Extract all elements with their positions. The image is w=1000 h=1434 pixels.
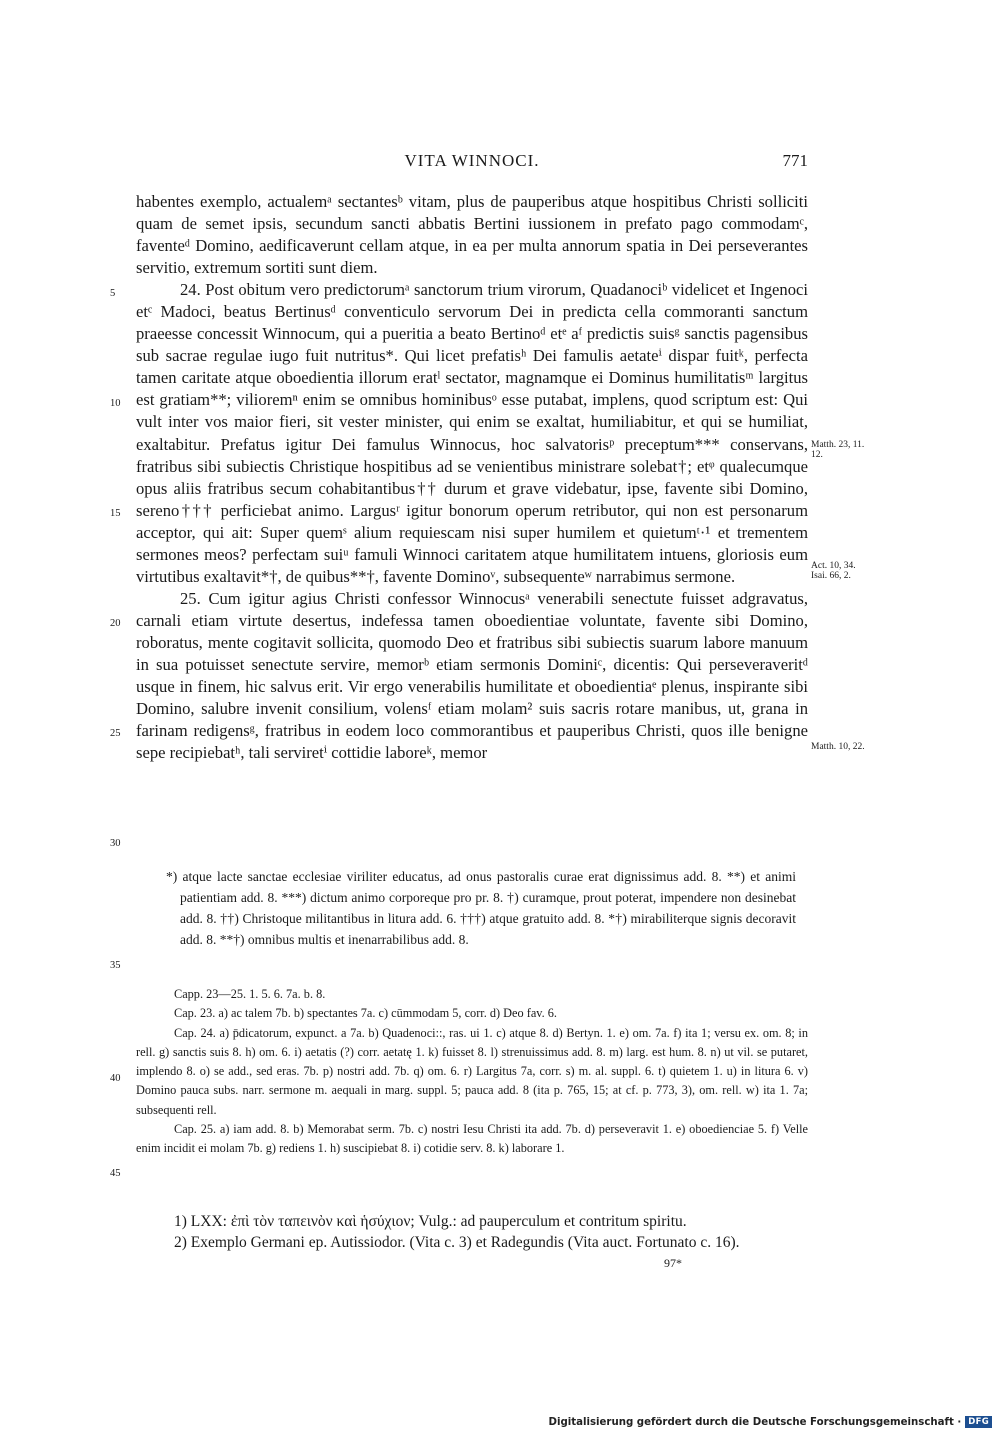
paragraph-chapter-24: 24. Post obitum vero predictorumᵃ sanctorum trium virorum, Quadanociᵇ videlicet et Ingenoci etᶜ Madoci, beatus Bertinusᵈ conventiculo servorum Dei in predicta cella commoranti sanctum praeesse concessit Winnocum, qui a pueritia a beato Bertinoᵈ etᵉ aᶠ predictis suisᵍ sanctis pagensibus sub sacrae regulae iugo fuit nutritus*. Qui licet prefatisʰ Dei famulis aetateⁱ dispar fuitᵏ, perfecta tamen caritate atque oboedientia illorum eratˡ sectator, magnamque ei Dominus humilitatisᵐ largitus est gratiam**; vilioremⁿ enim se omnibus hominibusᵒ esse putabat, implens, quod scriptum est: Qui vult inter vos maior fieri, sit vester minister, qui enim se exaltat, humiliabitur, et qui se humiliat, exaltabitur. Prefatus igitur Dei famulus Winnocus, hoc salvatorisᵖ preceptum*** conservans, fratribus sibi subiectis Christique hospitibus ad se venientibus ministrare solebat†; etᵠ qualecumque opus aliis fratribus secum cohabitantibus†† durum et grave videbatur, ipse, favente sibi Domino, sereno††† perficiebat animo. Largusʳ igitur bonorum operum retributor, qui non est personarum acceptor, qui ait: Super quemˢ alium requiescam nisi super humilem et quietumᵗ·¹ et trementem sermones meos? perfectam suiᵘ famuli Winnoci caritatem atque humilitatem intuens, gloriosis eum virtutibus exaltavit*†, de quibus**†, favente Dominoᵛ, subsequenteʷ narrabimus sermone. — [136, 280, 808, 586]
margin-note: Matth. 23, 11. 12. — [811, 440, 865, 460]
line-number: 10 — [110, 398, 121, 409]
line-number: 5 — [110, 288, 116, 299]
source-notes — [136, 1211, 808, 1253]
line-number: 30 — [110, 838, 121, 849]
line-number: 35 — [110, 960, 121, 971]
apparatus-chapter-23: Cap. 23. a) ac talem 7b. b) spectantes 7a. c) cūmmodam 5, corr. d) Deo fav. 6. — [174, 1006, 558, 1021]
critical-apparatus — [136, 985, 808, 1158]
paragraph-continued: habentes exemplo, actualemᵃ sectantesᵇ vitam, plus de pauperibus atque hospitibus Christi solliciti quam de semet ipsis, secundum sancti abbatis Bertini iussionem in prefato pago commodamᶜ, faventeᵈ Domino, aedificaverunt cellam atque, in ea per multa annorum spatia in Dei perseverantes servitio, extremum sortiti sunt diem. — [136, 192, 808, 278]
main-text — [136, 191, 808, 764]
footnotes — [166, 866, 796, 950]
dfg-logo: DFG — [965, 1416, 992, 1428]
sheet-signature: 97* — [664, 1256, 682, 1270]
source-note: 2) Exemplo Germani ep. Autissiodor. (Vita c. 3) et Radegundis (Vita auct. Fortunato c. 16). — [174, 1234, 740, 1251]
source-note: 1) LXX: ἐπὶ τὸν ταπεινὸν καὶ ἡσύχιον; Vulg.: ad pauperculum et contritum spiritu. — [174, 1213, 687, 1230]
margin-note: Act. 10, 34. Isai. 66, 2. — [811, 561, 856, 581]
running-header — [136, 151, 808, 179]
line-number: 20 — [110, 618, 121, 629]
paragraph-chapter-25: 25. Cum igitur agius Christi confessor Winnocusᵃ venerabili senectute fuisset adgravatus, carnali etiam virtute desertus, indefessa tamen oboedientiae voluntate, favente sibi Domino, roboratus, mente cogitavit sollicita, quomodo Deo et fratribus sibi subiectis suarum labore manuum in sua potuisset senectute servire, memorᵇ etiam sermonis Dominiᶜ, dicentis: Qui perseveraveritᵈ usque in finem, hic salvus erit. Vir ergo venerabilis humilitate et oboedientiaᵉ plenus, inspirante sibi Domino, salubre invenit consilium, volensᶠ etiam molam² suis sacris rotare manibus, ut, grana in farinam redigensᵍ, fratribus in eodem loco commorantibus et pauperibus Christi, quos ille benigne sepe recipiebatʰ, tali serviretⁱ cottidie laboreᵏ, memor — [136, 588, 808, 763]
apparatus-chapter-25: Cap. 25. a) iam add. 8. b) Memorabat serm. 7b. c) nostri Iesu Christi ita add. 7b. d) perseveravit 1. e) oboedienciae 5. f) Velle enim incidit ei molam 7b. g) rediens 1. h) suscipiebat 8. i) cotidie serv. 8. k) laborare 1. — [136, 1121, 808, 1155]
line-number: 40 — [110, 1073, 121, 1084]
line-number: 25 — [110, 728, 121, 739]
line-number: 15 — [110, 508, 121, 519]
footnote-block: *) atque lacte sanctae ecclesiae viriliter educatus, ad onus pastoralis curae erat dignissimus add. 8. **) et animi patientiam add. 8. ***) dictum animo corporeque pro pr. 8. †) curamque, prout poterat, impendere non desinebat add. 8. ††) Christoque militantibus in litura add. 6. †††) atque gratuito add. 8. *†) mirabiliterque signis decoravit add. 8. **†) omnibus multis et inenarrabilibus add. 8. — [166, 869, 796, 947]
line-number: 45 — [110, 1168, 121, 1179]
digitization-text: Digitalisierung gefördert durch die Deutsche Forschungsgemeinschaft · — [548, 1416, 962, 1428]
digitization-credit — [549, 1416, 993, 1428]
margin-note: Matth. 10, 22. — [811, 742, 865, 752]
page-number: 771 — [782, 151, 808, 170]
apparatus-chapter-24: Cap. 24. a) p̄dicatorum, expunct. a 7a. b) Quadenoci::, ras. ui 1. c) atque 8. d) Bertyn. 1. e) om. 7a. f) ita 1; versu ex. om. 8; in rell. g) sanctis suis 8. h) om. 6. i) aetatis (?) corr. aetatę 1. k) fuisset 8. l) strenuissimus add. 8. m) larg. est hum. 8. n) ut vil. se putaret, implendo 8. o) se add., sed eras. 7b. p) nostri add. 7b. q) om. 6. r) Largitus 7a, corr. s) m. al. suppl. 6. t) quietem 1. u) in litura 6. v) Domino pauca subs. narr. sermone m. aequali in marg. suppl. 5; pauca add. 8 (ita p. 765, 15; at cf. p. 773, 3), om. rell. w) ita 1. 7a; subsequenti rell. — [136, 1025, 808, 1117]
running-title: VITA WINNOCI. — [404, 151, 540, 170]
apparatus-sigla: Capp. 23—25. 1. 5. 6. 7a. b. 8. — [174, 987, 326, 1001]
